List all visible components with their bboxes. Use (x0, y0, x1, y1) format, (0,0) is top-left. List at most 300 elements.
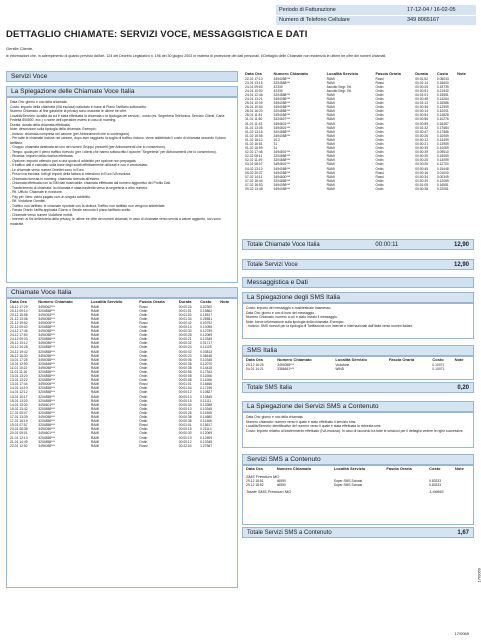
table-cell: Ordin (139, 435, 148, 440)
table-cell: Ordin (375, 113, 384, 118)
column-header: Data Ora (10, 299, 27, 304)
table-cell: 3494058*** (273, 133, 291, 138)
table-cell: 3204848*** (38, 361, 55, 366)
explain-paragraph: Località/Servizio: località da cui è stata effettuata la chiamata o la tipologia del servizio - costo (es. Segreteria Telefonica, Servizio Clienti, Carta Fedeltà 800800, ecc.) o nome dell'operatore estero in caso di roaming. (10, 113, 225, 122)
table-cell: 3494058*** (273, 187, 291, 192)
table-cell: RAMI (326, 125, 335, 130)
content-total-label: Totale Servizi SMS a Contenuto (247, 529, 332, 536)
table-cell: 0.01717 (200, 341, 213, 346)
table-cell: 3204858*** (38, 345, 55, 350)
table-cell: 14-01 13:30 (10, 402, 28, 407)
column-header: Località Servizio (335, 357, 367, 362)
table-cell: 05-02 20:37 (245, 170, 263, 175)
table-cell: RAMI (90, 394, 100, 399)
column-header: Fascia Oraria (139, 299, 165, 304)
table-cell: Rossi (375, 170, 384, 175)
table-cell: RAMI (90, 406, 100, 411)
table-cell: 00:00:36 (178, 361, 192, 366)
table-cell: 0.11466 (200, 419, 212, 424)
table-cell: RAMI (90, 435, 100, 440)
table-cell: Ordin (139, 353, 148, 358)
table-cell: 00:00:16 (415, 170, 429, 175)
voice-section-header: Servizi Voce (6, 71, 238, 82)
content-explain-text (246, 415, 470, 433)
table-cell: RAMI (90, 423, 100, 428)
column-header: Note (220, 299, 230, 304)
table-cell: Ordin (375, 88, 384, 93)
table-cell: 0.10001 (436, 109, 449, 114)
table-cell: 26-01 10:54 (245, 105, 263, 110)
table-cell: 24-12 10:28 (10, 345, 28, 350)
table-cell: 00:00:12 (178, 390, 192, 395)
table-cell: Ordin (139, 415, 148, 420)
table-cell: 20-01 09:01 (10, 431, 28, 436)
table-cell: 3204858*** (38, 419, 55, 424)
table-cell: 3204858*** (38, 378, 55, 383)
table-cell: 0.10345 (200, 337, 213, 342)
content-subtotal-label: Totale SMS Premium MO (246, 488, 292, 494)
explain-paragraph: - Rif. Ufficio: Chiamate in ricezione. (10, 190, 63, 194)
table-cell: Ordin (139, 341, 148, 346)
table-cell: 0.10345 (200, 406, 213, 411)
column-header: Note (457, 71, 466, 76)
table-cell: 31-01 11:43 (245, 121, 263, 126)
table-cell: 00:01:34 (178, 316, 192, 321)
sms-explain-header: La Spiegazione degli SMS Italia (242, 292, 474, 303)
table-cell: 00:22:04 (178, 443, 192, 448)
table-cell: 0.17586 (436, 129, 449, 134)
table-cell: RAMI (90, 378, 100, 383)
table-cell: RAMI (90, 431, 100, 436)
table-cell: 00:00:38 (178, 419, 192, 424)
table-cell: 00:00:32 (178, 341, 192, 346)
table-cell: RAMI (90, 443, 100, 448)
table-cell: 13-01 13:22 (10, 378, 28, 383)
column-header: Numero Chiamato (276, 466, 312, 471)
table-cell: Ordin (375, 146, 384, 151)
content-subtotal-value: 1,66666 (429, 488, 444, 494)
table-cell: 00:00:48 (415, 96, 429, 101)
table-cell: RAMI (90, 419, 100, 424)
voice-explain-header: La Spiegazione delle Chiamate Voce Italia (6, 86, 238, 97)
sms-table-box (242, 356, 474, 380)
table-cell (388, 367, 432, 371)
table-cell: 0.10069 (436, 133, 449, 138)
table-cell: RAMI (90, 439, 100, 444)
table-cell: 01-02 16:59 (245, 146, 263, 151)
table-cell: Rossi (139, 320, 148, 325)
table-cell: Rossi (375, 174, 384, 179)
table-cell: 46590 (276, 482, 286, 487)
table-cell: 26-12 18:30 (10, 353, 28, 358)
table-cell: 3204858*** (38, 386, 55, 391)
table-cell: 3204858*** (38, 337, 55, 342)
table-cell: 15-01 13:42 (10, 406, 28, 411)
explain-paragraph: - Chiamate verso numeri Vodafone mobili. (10, 212, 74, 217)
table-cell: 3204858*** (273, 158, 291, 163)
table-cell: RAMI (90, 390, 100, 395)
table-cell: 02-02 08:11 (245, 154, 263, 159)
table-cell: RAMI (326, 154, 335, 159)
table-cell: 00:00:35 (415, 146, 429, 151)
table-cell: 3494058*** (273, 101, 291, 106)
table-cell: 24-12 19:42 (10, 349, 28, 354)
table-cell: RAMI (326, 158, 335, 163)
table-cell: 21-12 19:52 (10, 320, 28, 325)
table-cell: Ordin (375, 96, 384, 101)
table-cell: RAMI (326, 142, 335, 146)
explain-paragraph: - Le chiamate verso numeri Omnitel sono in Euro. (10, 167, 85, 172)
table-cell: 0.00345 (436, 174, 449, 179)
table-cell: Ordin (139, 370, 148, 374)
table-cell: 3494601*** (273, 125, 291, 130)
content-sms-header: Servizi SMS a Contenuto (242, 454, 474, 465)
table-cell: 00:00:19 (178, 435, 192, 440)
table-cell: 07-02 16:44 (245, 178, 263, 183)
table-cell: RAMI (90, 370, 100, 374)
table-cell: 21-01 12:13 (10, 435, 28, 440)
table-cell: 3494601*** (38, 431, 55, 436)
table-cell: RAMI (90, 324, 100, 329)
table-cell: 0.15069 (436, 154, 449, 159)
table-cell: 0.83333 (429, 482, 442, 487)
table-cell: 03-02 08:07 (245, 162, 263, 167)
voice-calls-continued-box (242, 71, 474, 239)
table-cell: 04-01 14:21 (246, 366, 264, 371)
sms-total-row (242, 382, 474, 393)
table-cell: 00:00:38 (178, 365, 192, 370)
table-cell: 0.14264 (436, 96, 449, 101)
phone-number-value: 349 8065167 (404, 15, 476, 25)
content-explain-box (242, 412, 474, 448)
table-cell: 3494601*** (273, 121, 291, 126)
table-cell: RAMI (90, 316, 100, 321)
table-cell: 00:00:24 (178, 345, 192, 350)
table-cell: 3494058*** (273, 166, 291, 171)
table-cell: 00:00:47 (415, 129, 429, 134)
table-cell: 24-12 09:33 (10, 337, 28, 342)
table-cell: 0.05033 (436, 76, 449, 81)
table-cell: 0.15517 (200, 312, 213, 317)
table-cell: 3204858*** (38, 394, 55, 399)
table-cell: RAMI (90, 333, 100, 338)
explain-paragraph: - Chiamata ricevuta in roaming: chiamata ricevuta all'estero. (10, 176, 100, 181)
table-cell: 0.15739 (436, 84, 449, 89)
table-cell: 00:00:30 (178, 431, 192, 436)
table-cell: 0.12070 (200, 361, 213, 366)
table-cell: 3494058*** (273, 105, 291, 110)
table-cell: RAMI (326, 174, 335, 179)
table-cell: Ordin (139, 402, 148, 407)
table-cell: RAMI (90, 410, 100, 415)
table-cell: 3494058*** (273, 182, 291, 187)
table-cell: RAMI (326, 113, 335, 118)
explain-paragraph: Località/Servizio: identificativo del numero verso il quale è stata effettuata la richiesta sms. (246, 424, 382, 428)
voice-section-right (242, 71, 474, 538)
sms-italy-header: SMS Italia (242, 345, 474, 356)
table-cell: 0.13959 (436, 142, 449, 146)
table-cell: Ordin (375, 125, 384, 130)
table-cell: 0.11066 (200, 374, 212, 379)
table-cell: 10-01 12:50 (10, 361, 28, 366)
table-cell: 24-01 13:21 (245, 96, 263, 101)
table-cell: 3494058*** (38, 333, 55, 338)
table-cell: 29-12 16:25 (246, 362, 264, 367)
column-header: Fascia Oraria (386, 466, 412, 471)
table-cell: 42330 (273, 84, 283, 89)
voice-calls-table (9, 300, 235, 448)
table-cell: RAMI (90, 415, 100, 420)
table-cell: Ordin (139, 329, 148, 334)
table-cell: 00:01:01 (178, 382, 192, 387)
table-cell: 0.12759 (200, 329, 213, 334)
column-header: Fascia Oraria (388, 357, 415, 362)
table-cell: Ordin (375, 178, 384, 183)
column-header: Numero Chiamato (277, 357, 312, 362)
table-cell: 15-01 13:20 (10, 398, 28, 403)
table-cell: 3494062*** (38, 304, 55, 309)
sms-total-label: Totale SMS Italia (247, 384, 293, 391)
table-cell: 0.14059 (436, 158, 449, 163)
table-cell: 00:00:59 (415, 121, 429, 126)
column-header: Data Ora (246, 357, 263, 362)
table-cell: 00:01:05 (415, 182, 429, 187)
table-cell: 3494006*** (38, 382, 55, 387)
table-cell: 31-01 13:05 (245, 125, 263, 130)
phone-number-label: Numero di Telefono Cellulare (276, 15, 404, 25)
table-cell: 0.12069 (436, 178, 449, 183)
table-cell: 00:00:28 (178, 333, 192, 338)
table-cell: 10-01 17:25 (10, 357, 28, 362)
table-cell: 0.26551 (200, 316, 213, 321)
table-cell: 04-02 13:10 (245, 166, 263, 171)
table-cell: 3494056*** (273, 96, 291, 101)
table-cell: 3424607*** (273, 117, 291, 122)
table-cell: Ordin (375, 101, 384, 106)
table-cell: 10.2 (273, 137, 280, 142)
billing-period-label: Periodo di Fatturazione (276, 5, 404, 15)
table-cell: 3204858*** (38, 435, 55, 440)
table-cell: 22-01 12:52 (10, 443, 28, 448)
table-cell: 0.16586 (436, 101, 449, 106)
table-cell: Ordin (375, 158, 384, 163)
column-header: Data Ora (246, 466, 263, 471)
table-cell: Ordin (139, 427, 148, 432)
table-cell: 00:00:15 (178, 427, 192, 432)
table-row (245, 487, 471, 494)
table-cell: RAMI (90, 353, 100, 358)
table-cell: 0.09510 (436, 150, 449, 155)
explain-paragraph: Durata: durata della chiamata effettuata. (10, 122, 71, 127)
table-cell: 3204858*** (38, 374, 55, 379)
table-cell: Ordin (375, 137, 384, 142)
table-cell: Ordin (375, 105, 384, 110)
table-cell: 21-01 14:49 (10, 439, 28, 444)
table-cell: 3494601*** (273, 150, 291, 155)
table-cell: RAMI (326, 129, 335, 134)
table-cell: RAMI (326, 76, 335, 81)
table-cell: Ordin (375, 129, 384, 134)
table-cell: 0.12469 (200, 435, 213, 440)
table-cell: RAMI (326, 170, 335, 175)
table-cell: 0.16467 (436, 121, 449, 126)
table-cell: 00:00:26 (415, 162, 429, 167)
table-cell: 3494601*** (38, 402, 55, 407)
table-cell: 0.21114 (200, 427, 212, 432)
table-cell: 3204858*** (38, 439, 55, 444)
table-cell: RAMI (90, 341, 100, 346)
table-cell: 3494058*** (38, 357, 55, 362)
table-cell: 20-12 15:55 (10, 312, 28, 317)
voice-calls-table-continued (244, 72, 472, 191)
table-cell (456, 187, 472, 191)
explain-paragraph: - Internet: ai fini della tutela della privacy, le ultime tre cifre dei numeri chiamati, in caso di chiamate verso servizi a valore aggiunto, non sono mostrate. (10, 217, 221, 226)
table-cell: 3386641*** (277, 366, 294, 371)
messaging-section-header: Messaggistica e Dati (242, 277, 474, 288)
table-cell: 00:01:32 (415, 125, 429, 130)
table-cell: 0.15517 (200, 423, 213, 428)
table-cell: 13-01 17:44 (10, 382, 28, 387)
table-cell: 0.11125 (200, 345, 212, 350)
table-cell: Ordin (375, 117, 384, 122)
table-cell: 3494058*** (38, 353, 55, 358)
table-cell: 00:01:01 (178, 308, 192, 313)
table-cell: 0.03813 (200, 349, 213, 354)
table-cell: 00:00:56 (178, 370, 192, 374)
explain-paragraph: - Ricarica: importo della ricarica effettuata. (10, 154, 74, 158)
table-cell: Ordin (375, 84, 384, 89)
table-cell: 00:00:25 (415, 158, 429, 163)
table-cell: 0.16600 (436, 80, 449, 85)
voice-italy-total-label: Totale Chiamate Voce Italia (247, 241, 320, 248)
table-cell: 0.21940 (436, 88, 449, 93)
table-cell: Ascolto Segr. Tel. (326, 84, 352, 89)
table-cell: 25-01 10:09 (245, 101, 263, 106)
table-cell: 3494058*** (273, 76, 291, 81)
table-cell: 17-01 16:19 (10, 419, 28, 424)
page-title: DETTAGLIO CHIAMATE: SERVIZI VOCE, MESSAGGISTICA E DATI (6, 29, 308, 40)
table-cell: 24-01 09:53 (245, 84, 263, 89)
table-cell: 00:00:29 (415, 178, 429, 183)
table-cell: RAMI (90, 382, 100, 387)
table-cell: 00:00:06 (178, 357, 192, 362)
table-cell: 3204858*** (38, 324, 55, 329)
table-cell: 3494058*** (277, 362, 294, 367)
explain-paragraph: Note: descrizione sulla tipologia della chiamata. Esempio: (10, 127, 97, 131)
column-header: Note (454, 357, 464, 362)
table-cell: 0.11965 (200, 410, 212, 415)
table-cell: 17-01 13:39 (10, 415, 28, 420)
explain-paragraph: Numero Chiamato: numero a cui è stato inviato il messaggio. (246, 315, 338, 319)
table-cell: 00:00:42 (178, 320, 192, 325)
table-cell: Ordin (375, 109, 384, 114)
explain-paragraph: - Fascia Orario: tariffa applicata Giorno o Serale secondo il piano tariffario scelto. (10, 208, 132, 212)
table-cell: 3494056*** (38, 427, 55, 432)
table-row (245, 472, 471, 479)
table-cell: Ordin (375, 142, 384, 146)
table-cell: 24-12 17:46 (10, 329, 28, 334)
table-cell: 0.10069 (436, 146, 449, 151)
column-header: Fascia Oraria (375, 71, 401, 76)
explain-paragraph: - Traffico non tariffato: le chiamate riportate con la dicitura Traffico non tariffato non vengono addebitate. (10, 203, 166, 208)
explain-paragraph: - Chiamata effettuata con la SIM dati ricaricabile: chiamata effettuata dal numero aggiuntivo del Profilo Dati. (10, 181, 172, 185)
table-cell: Ordin (139, 312, 148, 317)
table-cell: 00:01:01 (415, 92, 429, 97)
table-cell: RAMI (90, 402, 100, 407)
table-cell: 0.15448 (436, 166, 449, 171)
table-cell: 0.17684 (436, 125, 449, 130)
content-sms-table-box (242, 465, 474, 525)
table-cell: RAMI (326, 187, 335, 192)
table-cell: Ordin (139, 337, 148, 342)
table-cell: 28-01 16:20 (245, 109, 263, 114)
table-cell: 0.16551 (436, 182, 449, 187)
table-cell: 3204858*** (273, 80, 291, 85)
column-header: Numero Chiamato (38, 299, 73, 304)
explain-paragraph: - Gruppo: chiamata destinata ad uno dei numeri Gruppo prescelti (per Abbonamenti che lo consentono). (10, 145, 166, 149)
table-cell: 0.10276 (436, 117, 449, 122)
sms-explain-text (246, 306, 470, 329)
table-cell: Ordin (139, 398, 148, 403)
table-cell: Rossi (375, 80, 384, 85)
table-cell: RAMI (326, 109, 335, 114)
column-header: Località Servizio (90, 299, 123, 304)
table-cell: 0.11066 (200, 378, 212, 383)
table-cell: RAMI (326, 166, 335, 171)
sms-explain-box (242, 303, 474, 339)
table-cell: RAMI (326, 96, 335, 101)
table-cell: 14-01 12:12 (10, 390, 28, 395)
table-cell: Ordin (139, 410, 148, 415)
explain-paragraph: - Rif. Vodafone Omnitel. (10, 199, 46, 203)
table-cell: 0.14418 (200, 365, 213, 370)
content-total-row (242, 527, 474, 538)
table-cell: 3204858*** (273, 109, 291, 114)
table-cell: 3494006*** (38, 320, 55, 325)
table-cell: 3204858*** (273, 178, 291, 183)
table-cell: 0.10845 (200, 394, 213, 399)
table-cell: 00:00:24 (178, 304, 192, 309)
table-cell: Super SMS Scinasi (333, 478, 363, 483)
table-cell: 00:00:51 (415, 88, 429, 93)
table-cell: 0.13358 (200, 402, 213, 407)
table-cell: 0.14828 (436, 113, 449, 118)
table-cell: RAMI (90, 357, 100, 362)
table-cell: 14-01 14:10 (10, 386, 28, 391)
table-cell: RAMI (90, 337, 100, 342)
table-cell: RAMI (90, 427, 100, 432)
column-header: Numero Chiamato (273, 71, 308, 76)
salutation: Gentile Cliente, (6, 46, 34, 51)
table-cell: 0.10096 (200, 324, 213, 329)
table-cell: 3204858*** (38, 423, 55, 428)
explain-paragraph: Costo: importo relativo al trasferimento effettuato (IVA esclusa). In caso di raccordo tra tutte le sessioni per il dettaglio vedere le righe successive. (246, 428, 464, 433)
page-number: 17/0069 (454, 631, 469, 636)
table-cell: Ascolto Segr. Tel. (326, 88, 352, 93)
column-header: Durata (178, 299, 192, 304)
explain-paragraph: - Trasferimento di chiamata: la chiamata è stata trasferita verso la segreteria o altro numero. (10, 185, 149, 190)
table-cell: 31-01 11:50 (245, 117, 263, 122)
table-cell: 0.14499 (436, 137, 449, 142)
table-cell: 18-12 17:29 (10, 304, 28, 309)
table-cell: 00:00:38 (178, 415, 192, 420)
voice-italy-total-duration: 00:00:11 (375, 241, 399, 248)
table-cell: 3204858*** (273, 129, 291, 134)
explain-paragraph: Costo: importo della chiamata (IVA esclusa) calcolato in base al Piano Tariffario sottoscritto. (10, 104, 148, 109)
table-cell: 01-02 16:55 (245, 133, 263, 138)
column-header: Durata (415, 71, 428, 76)
table-cell: Ordin (139, 431, 148, 436)
